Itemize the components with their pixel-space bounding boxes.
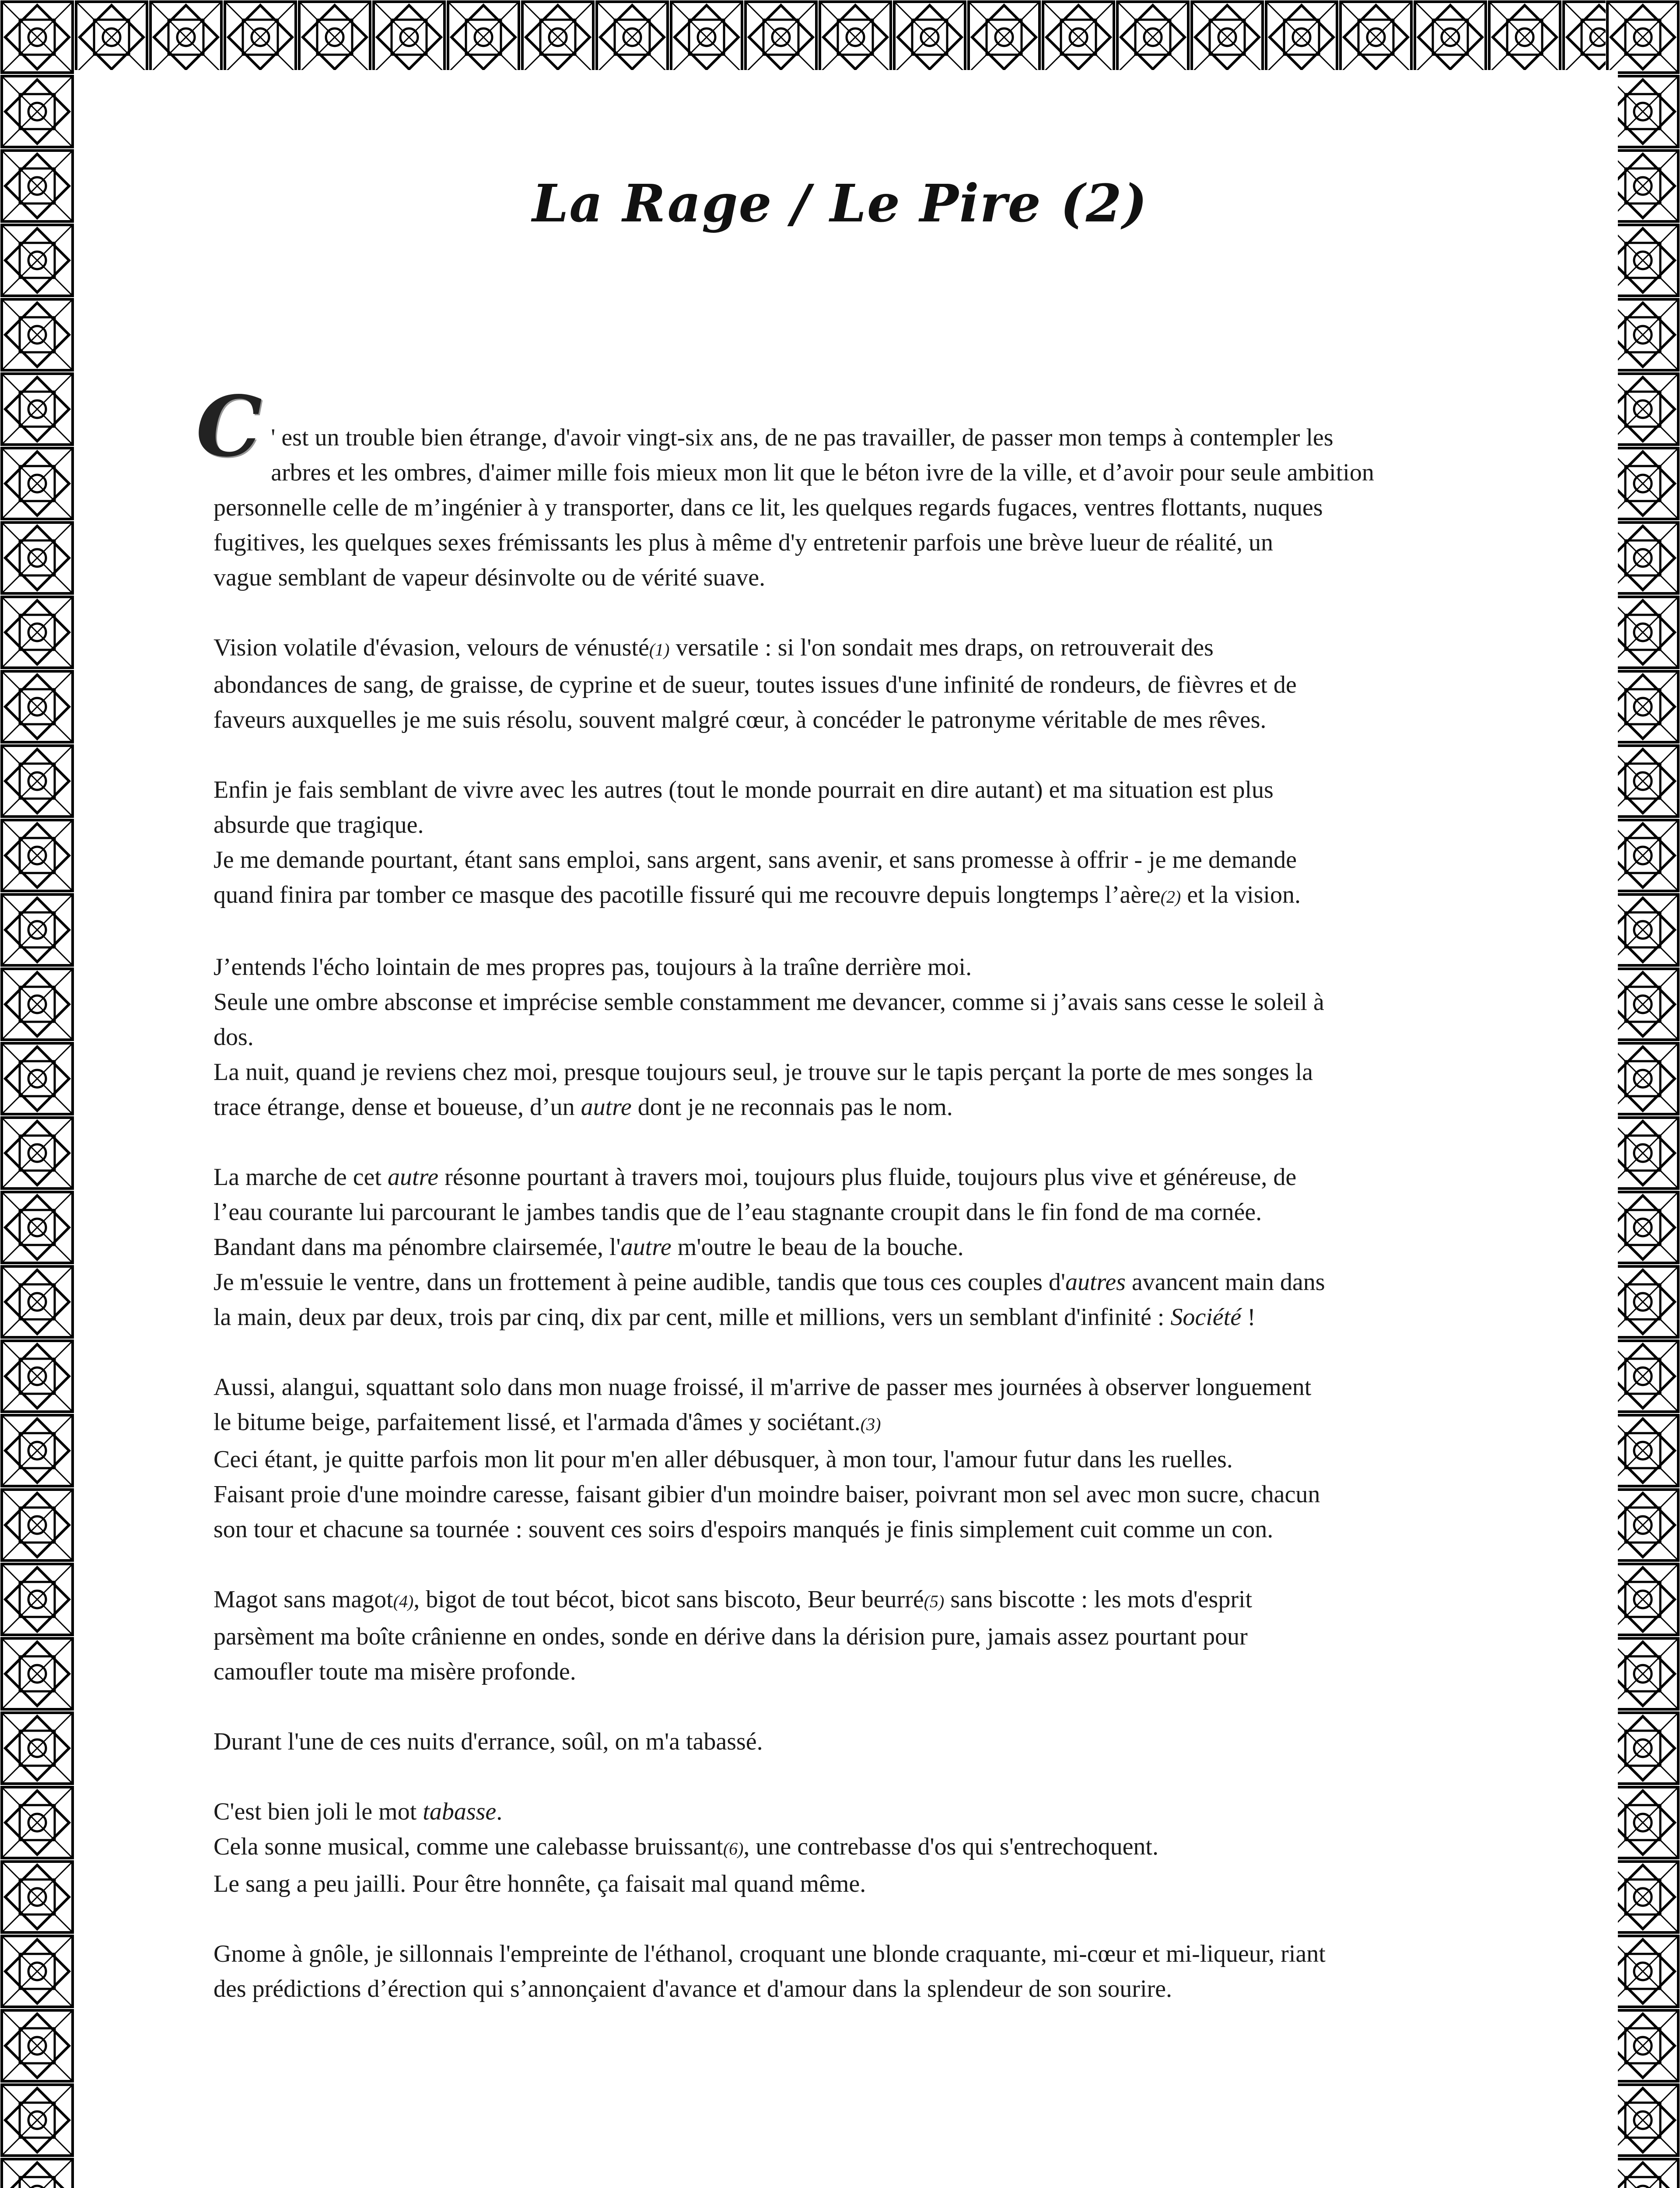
text-line — [214, 1230, 1500, 1265]
text-line: abondances de sang, de graisse, de cyprine et de sueur, toutes issues d'une infinité de rondeurs, de fièvres et de — [214, 671, 1297, 698]
emphasis: Société — [1170, 1304, 1242, 1331]
text-run: C'est bien joli le mot — [214, 1798, 423, 1825]
text-run: sans biscotte : les mots d'esprit — [944, 1586, 1253, 1613]
text-line: Gnome à gnôle, je sillonnais l'empreinte de l'éthanol, croquant une blonde craquante, mi-cœur et mi-liqueur, riant — [214, 1940, 1326, 1967]
text-run: résonne pourtant à travers moi, toujours plus fluide, toujours plus vive et généreuse, de — [438, 1164, 1297, 1191]
text-line — [214, 1160, 1500, 1195]
text-line — [214, 1090, 1500, 1125]
text-run: le bitume beige, parfaitement lissé, et l'armada d'âmes y sociétant. — [214, 1409, 861, 1436]
page-title: La Rage / Le Pire (2) — [532, 173, 1148, 234]
paragraph-4 — [214, 950, 1500, 1125]
drop-cap: C — [196, 378, 262, 475]
text-line — [214, 1582, 1500, 1619]
text-run: La marche de cet — [214, 1164, 388, 1191]
text-line: arbres et les ombres, d'aimer mille fois mieux mon lit que le béton ivre de la ville, et d’avoir pour seule ambition — [271, 459, 1374, 486]
text-line: Faisant proie d'une moindre caresse, faisant gibier d'un moindre baiser, poivrant mon sel avec mon sucre, chacun — [214, 1481, 1320, 1508]
text-run: trace étrange, dense et boueuse, d’un — [214, 1094, 581, 1121]
emphasis: autre — [387, 1164, 439, 1191]
paragraph-8 — [214, 1724, 1500, 1759]
text-line: absurde que tragique. — [214, 811, 424, 838]
text-line: personnelle celle de m’ingénier à y transporter, dans ce lit, les quelques regards fugaces, ventres flottants, nuques — [214, 494, 1323, 521]
text-run: Cela sonne musical, comme une calebasse bruissant — [214, 1833, 723, 1860]
footnote-ref: (2) — [1160, 887, 1181, 907]
text-run: m'outre le beau de la bouche. — [671, 1234, 964, 1261]
emphasis: autre — [620, 1234, 672, 1261]
text-line — [214, 1794, 1500, 1829]
footnote-ref: (1) — [649, 640, 670, 659]
text-line: vague semblant de vapeur désinvolte ou de vérité suave. — [214, 564, 766, 591]
text-run: , une contrebasse d'os qui s'entrechoquent. — [743, 1833, 1158, 1860]
text-run: Je m'essuie le ventre, dans un frottement à peine audible, tandis que tous ces couples d' — [214, 1269, 1065, 1296]
text-line: fugitives, les quelques sexes frémissants les plus à même d'y entretenir parfois une brève lueur de réalité, un — [214, 529, 1273, 556]
text-line: son tour et chacune sa tournée : souvent ces soirs d'espoirs manqués je finis simplement cuit comme un con. — [214, 1516, 1274, 1543]
emphasis: tabasse — [423, 1798, 497, 1825]
text-line — [214, 1829, 1500, 1866]
text-line — [214, 630, 1500, 667]
text-run: . — [496, 1798, 503, 1825]
paragraph-6 — [214, 1370, 1500, 1547]
text-line — [214, 877, 1500, 915]
footnote-ref: (5) — [924, 1592, 945, 1611]
text-line: Ceci étant, je quitte parfois mon lit pour m'en aller débusquer, à mon tour, l'amour futur dans les ruelles. — [214, 1446, 1233, 1473]
text-line: ' est un trouble bien étrange, d'avoir vingt-six ans, de ne pas travailler, de passer mon temps à contempler les — [271, 424, 1334, 451]
paragraph-7 — [214, 1582, 1500, 1689]
paragraph-9 — [214, 1794, 1500, 1901]
text-line: Aussi, alangui, squattant solo dans mon nuage froissé, il m'arrive de passer mes journées à observer longuement — [214, 1374, 1312, 1401]
ornamental-border-top — [0, 0, 1680, 74]
text-line: Le sang a peu jailli. Pour être honnête, ça faisait mal quand même. — [214, 1870, 866, 1897]
text-line — [214, 1300, 1500, 1335]
text-line — [214, 1265, 1500, 1300]
text-run: Bandant dans ma pénombre clairsemée, l' — [214, 1234, 621, 1261]
emphasis: autre — [581, 1094, 632, 1121]
text-run: et la vision. — [1181, 881, 1301, 908]
paragraph-2 — [214, 630, 1500, 737]
text-line: l’eau courante lui parcourant le jambes tandis que de l’eau stagnante croupit dans le fin fond de ma cornée. — [214, 1199, 1262, 1226]
text-run: dont je ne reconnais pas le nom. — [631, 1094, 953, 1121]
text-line: Durant l'une de ces nuits d'errance, soûl, on m'a tabassé. — [214, 1728, 763, 1755]
emphasis: autres — [1065, 1269, 1126, 1296]
footnote-ref: (3) — [860, 1414, 881, 1434]
text-line — [214, 1405, 1500, 1442]
text-line: faveurs auxquelles je me suis résolu, souvent malgré cœur, à concéder le patronyme véritable de mes rêves. — [214, 706, 1267, 733]
text-run: quand finira par tomber ce masque des pacotille fissuré qui me recouvre depuis longtemps l’aère — [214, 881, 1161, 908]
text-line: camoufler toute ma misère profonde. — [214, 1658, 576, 1685]
text-run: avancent main dans — [1125, 1269, 1325, 1296]
text-line: parsèment ma boîte crânienne en ondes, sonde en dérive dans la dérision pure, jamais assez pourtant pour — [214, 1623, 1248, 1650]
text-line: dos. — [214, 1024, 254, 1051]
paragraph-1 — [196, 378, 1500, 595]
footnote-ref: (4) — [393, 1592, 414, 1611]
text-run: , bigot de tout bécot, bicot sans biscoto, Beur beurré — [413, 1586, 924, 1613]
text-line: La nuit, quand je reviens chez moi, presque toujours seul, je trouve sur le tapis perçant la porte de mes songes la — [214, 1059, 1313, 1086]
paragraph-5 — [214, 1160, 1500, 1335]
text-run: versatile : si l'on sondait mes draps, on retrouverait des — [669, 634, 1214, 661]
footnote-ref: (6) — [723, 1839, 744, 1858]
text-run: ! — [1241, 1304, 1256, 1331]
paragraph-10 — [214, 1936, 1500, 2006]
text-run: la main, deux par deux, trois par cinq, dix par cent, mille et millions, vers un semblant d'infinité : — [214, 1304, 1171, 1331]
text-line: Je me demande pourtant, étant sans emploi, sans argent, sans avenir, et sans promesse à offrir - je me demande — [214, 846, 1297, 873]
ornamental-border-left — [0, 0, 74, 2188]
body-text — [196, 378, 1500, 2041]
text-run: Vision volatile d'évasion, velours de vénusté — [214, 634, 649, 661]
text-line: J’entends l'écho lointain de mes propres pas, toujours à la traîne derrière moi. — [214, 954, 972, 981]
text-line: des prédictions d’érection qui s’annonçaient d'avance et d'amour dans la splendeur de son sourire. — [214, 1975, 1172, 2002]
paragraph-3 — [214, 772, 1500, 915]
text-line: Enfin je fais semblant de vivre avec les autres (tout le monde pourrait en dire autant) et ma situation est plus — [214, 776, 1274, 803]
text-line: Seule une ombre absconse et imprécise semble constamment me devancer, comme si j’avais sans cesse le soleil à — [214, 989, 1324, 1016]
text-run: Magot sans magot — [214, 1586, 393, 1613]
